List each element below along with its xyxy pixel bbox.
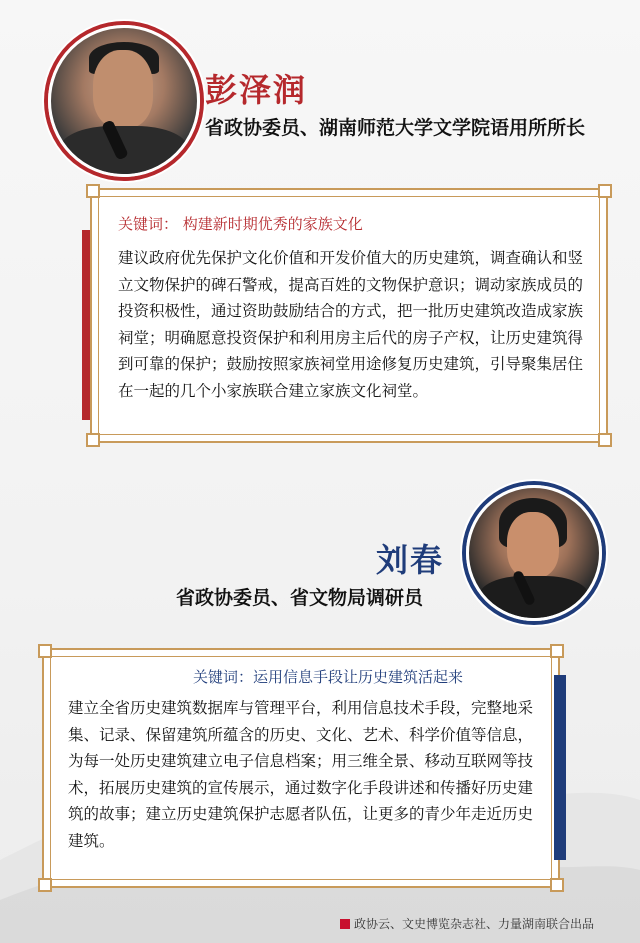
person-title: 省政协委员、湖南师范大学文学院语用所所长 (205, 117, 586, 139)
avatar-peng-zerun (48, 25, 200, 177)
keyword-label: 关键词： 构建新时期优秀的家族文化 (118, 215, 363, 233)
person-name: 刘春 (376, 541, 445, 579)
footer-credit-text: 政协云、文史博览杂志社、力量湖南联合出品 (354, 917, 595, 931)
proposal-text: 建议政府优先保护文化价值和开发价值大的历史建筑，调查确认和竖立文物保护的碑石警戒，提高百姓的文物保护意识；调动家族成员的投资积极性，通过资助鼓励结合的方式，把一批历史建筑改造成家族祠堂；明确愿意投资保护和利用房主后代的房子产权，让历史建筑得到可靠的保护；鼓励按照家族祠堂用途修复历史建筑，引导聚集居住在一起的几个小家族联合建立家族文化祠堂。 (118, 249, 584, 400)
avatar-liu-chun (466, 485, 602, 621)
accent-bar (554, 675, 566, 860)
person-name: 彭泽润 (205, 71, 308, 109)
red-square-icon (340, 919, 350, 929)
footer-credit (340, 916, 594, 932)
keyword-label: 关键词：运用信息手段让历史建筑活起来 (193, 668, 464, 686)
proposal-text: 建立全省历史建筑数据库与管理平台，利用信息技术手段，完整地采集、记录、保留建筑所蕴含的历史、文化、艺术、科学价值等信息，为每一处历史建筑建立电子信息档案；用三维全景、移动互联网等技术，拓展历史建筑的宣传展示，通过数字化手段讲述和传播好历史建筑的故事；建立历史建筑保护志愿者队伍，让更多的青少年走近历史建筑。 (68, 699, 534, 850)
person-title: 省政协委员、省文物局调研员 (176, 587, 424, 609)
